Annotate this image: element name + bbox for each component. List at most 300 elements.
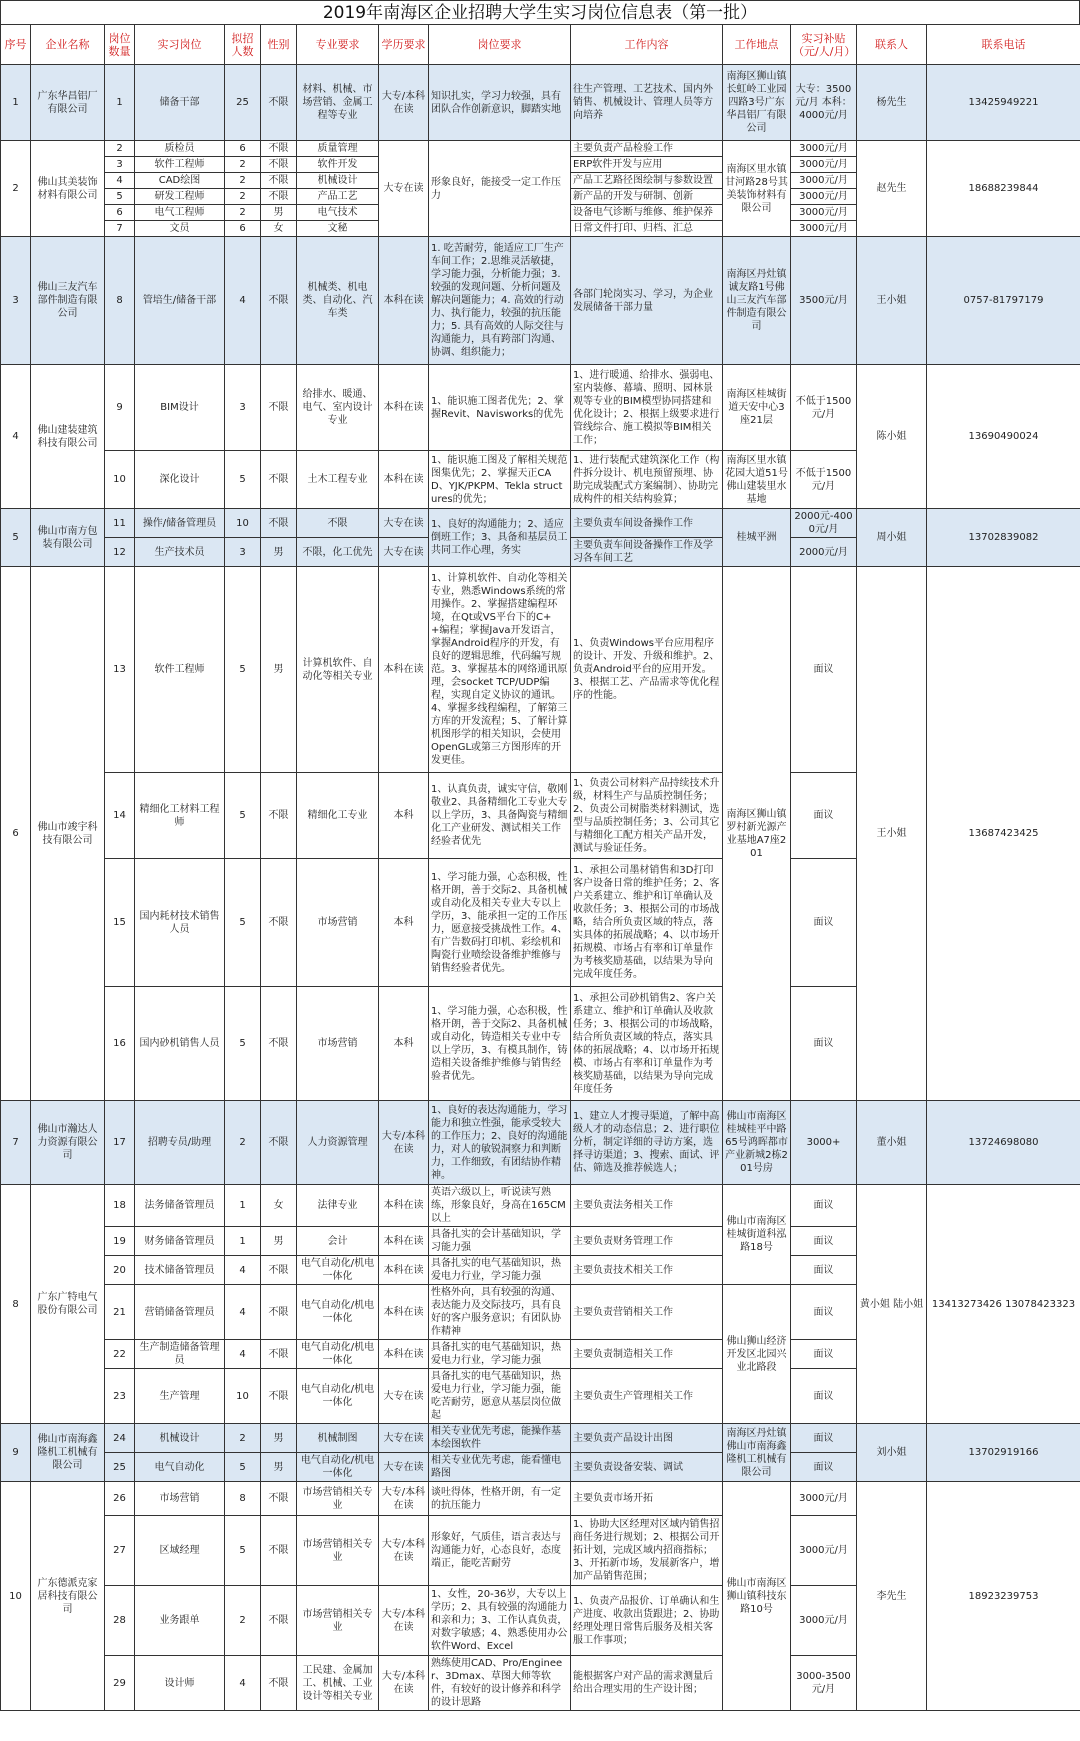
major-req: 材料、机械、市场营销、金属工程等专业 <box>297 65 379 141</box>
header-cell: 性别 <box>261 25 297 65</box>
education-req: 本科在读 <box>379 1256 429 1285</box>
education-req: 大专在读 <box>379 538 429 567</box>
education-req: 大专在读 <box>379 1453 429 1482</box>
gender-req: 不限 <box>261 509 297 538</box>
position-title: BIM设计 <box>135 365 225 451</box>
position-seq: 3 <box>105 157 135 173</box>
position-seq: 28 <box>105 1586 135 1656</box>
position-seq: 21 <box>105 1285 135 1340</box>
position-title: 质检员 <box>135 141 225 157</box>
position-requirements: 1、能识施工图者优先；2、掌握Revit、Navisworks的优先 <box>429 365 571 451</box>
contact-phone: 0757-81797179 <box>927 237 1080 365</box>
internship-subsidy: 3500元/月 <box>791 237 857 365</box>
header-cell: 实习补贴（元/人/月） <box>791 25 857 65</box>
position-title: CAD绘图 <box>135 173 225 189</box>
internship-subsidy: 3000元/月 <box>791 173 857 189</box>
position-requirements: 1、学习能力强，心态积极，性格开朗，善于交际2、具备机械或自动化，铸造相关专业中专以上学历，3、有模具制作，铸造相关设备维护维修与销售经验者优先。 <box>429 987 571 1101</box>
header-cell: 拟招人数 <box>225 25 261 65</box>
company-number: 10 <box>1 1482 31 1711</box>
gender-req: 不限 <box>261 189 297 205</box>
position-title: 研发工程师 <box>135 189 225 205</box>
table-row <box>1 365 1080 451</box>
education-req: 大专/本科在读 <box>379 1482 429 1516</box>
gender-req: 不限 <box>261 157 297 173</box>
position-title: 国内耗材技术销售人员 <box>135 859 225 987</box>
header-cell: 学历要求 <box>379 25 429 65</box>
company-number: 5 <box>1 509 31 567</box>
position-title: 机械设计 <box>135 1424 225 1453</box>
position-seq: 14 <box>105 773 135 859</box>
major-req: 土木工程专业 <box>297 451 379 509</box>
internship-subsidy: 3000元/月 <box>791 141 857 157</box>
position-title: 生产管理 <box>135 1369 225 1424</box>
position-requirements: 相关专业优先考虑，能看懂电路图 <box>429 1453 571 1482</box>
hire-count: 8 <box>225 1482 261 1516</box>
company-name: 广东广特电气股份有限公司 <box>31 1185 105 1424</box>
position-seq: 12 <box>105 538 135 567</box>
contact-phone: 18688239844 <box>927 141 1080 237</box>
company-name: 佛山建装建筑科技有限公司 <box>31 365 105 509</box>
work-content: 设备电气诊断与维修、维护保养 <box>571 205 723 221</box>
contact-person: 刘小姐 <box>857 1424 927 1482</box>
position-seq: 1 <box>105 65 135 141</box>
education-req: 本科在读 <box>379 1227 429 1256</box>
internship-subsidy: 3000+ <box>791 1101 857 1185</box>
major-req: 给排水、暖通、电气、室内设计专业 <box>297 365 379 451</box>
gender-req: 不限 <box>261 1369 297 1424</box>
major-req: 电气自动化/机电一体化 <box>297 1340 379 1369</box>
work-content: 1、协助大区经理对区域内销售招商任务进行规划；2、根据公司开拓计划，完成区域内招商指标；3、开拓新市场，发展新客户，增加产品销售范围； <box>571 1516 723 1586</box>
major-req: 工民建、金属加工、机械、工业设计等相关专业 <box>297 1656 379 1711</box>
position-requirements: 具备扎实的电气基础知识，热爱电力行业，学习能力强，能吃苦耐劳，愿意从基层岗位做起 <box>429 1369 571 1424</box>
position-seq: 11 <box>105 509 135 538</box>
contact-person: 黄小姐 陆小姐 <box>857 1185 927 1424</box>
position-title: 管培生/储备干部 <box>135 237 225 365</box>
work-location: 南海区狮山镇罗村新光源产业基地A7座201 <box>723 567 791 1101</box>
position-seq: 10 <box>105 451 135 509</box>
work-content: 1、承担公司墨材销售和3D打印客户设备日常的维护任务；2、客户关系建立、维护和订单确认及收款任务；3、根据公司的市场战略，结合所负责区域的特点，落实具体的拓展战略；4、以市场开拓规模、市场占有率和订单量作为考核奖励基础，以结果为导向完成年度任务。 <box>571 859 723 987</box>
table-row <box>1 65 1080 141</box>
work-content: 往生产管理、工艺技术、国内外销售、机械设计、管理人员等方向培养 <box>571 65 723 141</box>
table-row <box>1 1424 1080 1453</box>
education-req: 大专/本科在读 <box>379 1656 429 1711</box>
company-number: 2 <box>1 141 31 237</box>
education-req: 本科 <box>379 859 429 987</box>
hire-count: 5 <box>225 987 261 1101</box>
position-seq: 25 <box>105 1453 135 1482</box>
company-number: 8 <box>1 1185 31 1424</box>
gender-req: 不限 <box>261 65 297 141</box>
hire-count: 6 <box>225 221 261 237</box>
company-number: 7 <box>1 1101 31 1185</box>
major-req: 机械设计 <box>297 173 379 189</box>
position-seq: 16 <box>105 987 135 1101</box>
major-req: 产品工艺 <box>297 189 379 205</box>
education-req: 大专在读 <box>379 1424 429 1453</box>
position-seq: 9 <box>105 365 135 451</box>
major-req: 机械制图 <box>297 1424 379 1453</box>
position-requirements: 1、认真负责，诚实守信，敬刚敬业2、具备精细化工专业大专以上学历，3、具备陶瓷与精细化工产业研发、测试相关工作经验者优先 <box>429 773 571 859</box>
work-content: 能根据客户对产品的需求测量后给出合理实用的生产设计图； <box>571 1656 723 1711</box>
contact-person: 王小姐 <box>857 567 927 1101</box>
major-req: 电气技术 <box>297 205 379 221</box>
contact-person: 赵先生 <box>857 141 927 237</box>
education-req: 本科在读 <box>379 451 429 509</box>
hire-count: 2 <box>225 157 261 173</box>
position-seq: 4 <box>105 173 135 189</box>
header-cell: 工作地点 <box>723 25 791 65</box>
major-req: 计算机软件、自动化等相关专业 <box>297 567 379 773</box>
education-req: 大专在读 <box>379 509 429 538</box>
hire-count: 4 <box>225 1256 261 1285</box>
work-content: 1、建立人才搜寻渠道，了解中高级人才的动态信息；2、进行职位分析，制定详细的寻访方案，选择寻访渠道；3、搜索、面试、评估、筛选及推荐候选人； <box>571 1101 723 1185</box>
position-title: 市场营销 <box>135 1482 225 1516</box>
hire-count: 4 <box>225 1656 261 1711</box>
position-seq: 26 <box>105 1482 135 1516</box>
work-content: 主要负责车间设备操作工作 <box>571 509 723 538</box>
major-req: 电气自动化/机电一体化 <box>297 1453 379 1482</box>
work-content: 主要负责产品检验工作 <box>571 141 723 157</box>
internship-subsidy: 面议 <box>791 1340 857 1369</box>
work-location: 南海区狮山镇长虹岭工业园四路3号广东华昌铝厂有限公司 <box>723 65 791 141</box>
internship-subsidy: 2000元-4000元/月 <box>791 509 857 538</box>
contact-phone: 13702839082 <box>927 509 1080 567</box>
position-seq: 13 <box>105 567 135 773</box>
gender-req: 男 <box>261 1227 297 1256</box>
work-content: 1、负责公司材料产品持续技术升级，材料生产与品质控制任务；2、负责公司树脂类材料测试，选型与品质控制任务；3、公司其它与精细化工配方相关产品开发，测试与验证任务。 <box>571 773 723 859</box>
position-seq: 22 <box>105 1340 135 1369</box>
table-row <box>1 567 1080 773</box>
work-location: 佛山狮山经济开发区北园兴业北路段 <box>723 1285 791 1424</box>
work-location: 佛山市南海区桂城街道科泓路18号 <box>723 1185 791 1285</box>
header-cell: 联系电话 <box>927 25 1080 65</box>
header-cell: 序号 <box>1 25 31 65</box>
work-content: 日常文件打印、归档、汇总 <box>571 221 723 237</box>
hire-count: 5 <box>225 451 261 509</box>
work-content: 主要负责车间设备操作工作及学习各车间工艺 <box>571 538 723 567</box>
position-seq: 18 <box>105 1185 135 1227</box>
major-req: 人力资源管理 <box>297 1101 379 1185</box>
header-cell: 实习岗位 <box>135 25 225 65</box>
contact-person: 李先生 <box>857 1482 927 1711</box>
internship-subsidy: 3000元/月 <box>791 1516 857 1586</box>
work-content: 主要负责法务相关工作 <box>571 1185 723 1227</box>
major-req: 精细化工专业 <box>297 773 379 859</box>
gender-req: 不限 <box>261 1285 297 1340</box>
work-content: 主要负责制造相关工作 <box>571 1340 723 1369</box>
work-content: 1、进行暖通、给排水、强弱电、室内装修、幕墙、照明、园林景观等专业的BIM模型协同搭建和优化设计；2、根据上级要求进行管线综合、施工模拟等BIM相关工作； <box>571 365 723 451</box>
company-name: 广东德派克家居科技有限公司 <box>31 1482 105 1711</box>
internship-subsidy: 2000元/月 <box>791 538 857 567</box>
company-number: 1 <box>1 65 31 141</box>
position-requirements: 1、良好的沟通能力；2、适应倒班工作；3、具备和基层员工共同工作心理，务实 <box>429 509 571 567</box>
company-number: 3 <box>1 237 31 365</box>
contact-person: 陈小姐 <box>857 365 927 509</box>
position-title: 技术储备管理员 <box>135 1256 225 1285</box>
education-req: 大专/本科在读 <box>379 65 429 141</box>
position-requirements: 英语六级以上，听说读写熟练，形象良好，身高在165CM以上 <box>429 1185 571 1227</box>
major-req: 电气自动化/机电一体化 <box>297 1369 379 1424</box>
position-requirements: 知识扎实，学习力较强，具有团队合作创新意识，脚踏实地 <box>429 65 571 141</box>
contact-phone: 13690490024 <box>927 365 1080 509</box>
header-cell: 专业要求 <box>297 25 379 65</box>
education-req: 大专/本科在读 <box>379 1586 429 1656</box>
position-requirements: 1. 吃苦耐劳，能适应工厂生产车间工作；2.思维灵活敏捷，学习能力强，分析能力强；3. 较强的发现问题、分析问题及解决问题能力；4. 高效的行动力、执行能力，较强的抗压能力；5. 具有高效的人际交往与沟通能力，具有跨部门沟通、协调、组织能力； <box>429 237 571 365</box>
hire-count: 6 <box>225 141 261 157</box>
hire-count: 4 <box>225 237 261 365</box>
contact-phone: 13425949221 <box>927 65 1080 141</box>
work-content: 1、承担公司砂机销售2、客户关系建立、维护和订单确认及收款任务；3、根据公司的市场战略，结合所负责区域的特点，落实具体的拓展战略；4、以市场开拓规模、市场占有率和订单量作为考核奖励基础，以结果为导向完成年度任务 <box>571 987 723 1101</box>
position-requirements: 形象好，气质佳，语言表达与沟通能力好，心态良好，态度端正，能吃苦耐劳 <box>429 1516 571 1586</box>
header-cell: 联系人 <box>857 25 927 65</box>
gender-req: 男 <box>261 205 297 221</box>
internship-subsidy: 面议 <box>791 1227 857 1256</box>
hire-count: 3 <box>225 365 261 451</box>
gender-req: 女 <box>261 1185 297 1227</box>
hire-count: 10 <box>225 1369 261 1424</box>
position-seq: 5 <box>105 189 135 205</box>
company-name: 佛山市南方包装有限公司 <box>31 509 105 567</box>
company-name: 佛山三友汽车部件制造有限公司 <box>31 237 105 365</box>
internship-subsidy: 面议 <box>791 859 857 987</box>
internship-subsidy: 面议 <box>791 1453 857 1482</box>
gender-req: 不限 <box>261 451 297 509</box>
job-table <box>0 24 1080 1711</box>
position-seq: 19 <box>105 1227 135 1256</box>
work-content: 1、负责产品报价、订单确认和生产进度、收款出货跟进；2、协助经理处理日常售后服务及相关客服工作事项； <box>571 1586 723 1656</box>
gender-req: 不限 <box>261 987 297 1101</box>
position-title: 文员 <box>135 221 225 237</box>
major-req: 法律专业 <box>297 1185 379 1227</box>
table-row <box>1 1185 1080 1227</box>
internship-subsidy: 大专：3500元/月 本科：4000元/月 <box>791 65 857 141</box>
position-title: 电气工程师 <box>135 205 225 221</box>
position-requirements: 熟练使用CAD、Pro/Engineer、3Dmax、草图大师等软件，有较好的设计修养和科学的设计思路 <box>429 1656 571 1711</box>
position-title: 国内砂机销售人员 <box>135 987 225 1101</box>
work-content: 主要负责生产管理相关工作 <box>571 1369 723 1424</box>
position-requirements: 1、能识施工图及了解相关规范图集优先；2、掌握天正CAD、YJK/PKPM、Tekla structures的优先； <box>429 451 571 509</box>
internship-subsidy: 3000元/月 <box>791 1586 857 1656</box>
position-requirements: 1、学习能力强，心态积极，性格开朗，善于交际2、具备机械或自动化及相关专业大专以上学历，3、能承担一定的工作压力，愿意接受挑战性工作。4、有广告数码打印机、彩绘机和陶瓷行业喷绘设备维护维修与销售经验者优先。 <box>429 859 571 987</box>
position-title: 软件工程师 <box>135 157 225 173</box>
major-req: 电气自动化/机电一体化 <box>297 1285 379 1340</box>
position-title: 储备干部 <box>135 65 225 141</box>
position-title: 业务跟单 <box>135 1586 225 1656</box>
position-title: 生产制造储备管理员 <box>135 1340 225 1369</box>
hire-count: 2 <box>225 173 261 189</box>
position-title: 操作/储备管理员 <box>135 509 225 538</box>
education-req: 本科在读 <box>379 1340 429 1369</box>
major-req: 文秘 <box>297 221 379 237</box>
hire-count: 5 <box>225 1453 261 1482</box>
work-content: 新产品的开发与研制、创新 <box>571 189 723 205</box>
internship-subsidy: 面议 <box>791 987 857 1101</box>
header-row <box>1 25 1080 65</box>
table-row <box>1 509 1080 538</box>
gender-req: 不限 <box>261 237 297 365</box>
hire-count: 4 <box>225 1340 261 1369</box>
position-seq: 20 <box>105 1256 135 1285</box>
gender-req: 不限 <box>261 1482 297 1516</box>
position-requirements: 谈吐得体，性格开朗，有一定的抗压能力 <box>429 1482 571 1516</box>
education-req: 大专在读 <box>379 141 429 237</box>
header-cell: 工作内容 <box>571 25 723 65</box>
internship-subsidy: 3000-3500元/月 <box>791 1656 857 1711</box>
company-name: 佛山其美装饰材料有限公司 <box>31 141 105 237</box>
work-location: 南海区丹灶镇佛山市南海鑫隆机工机械有限公司 <box>723 1424 791 1482</box>
gender-req: 不限 <box>261 1101 297 1185</box>
education-req: 大专/本科在读 <box>379 1516 429 1586</box>
position-seq: 7 <box>105 221 135 237</box>
work-location: 桂城平洲 <box>723 509 791 567</box>
education-req: 本科在读 <box>379 1285 429 1340</box>
education-req: 大专/本科在读 <box>379 1101 429 1185</box>
internship-subsidy: 3000元/月 <box>791 157 857 173</box>
hire-count: 5 <box>225 859 261 987</box>
hire-count: 2 <box>225 1101 261 1185</box>
hire-count: 1 <box>225 1227 261 1256</box>
work-location: 南海区桂城街道天安中心3座21层 <box>723 365 791 451</box>
major-req: 机械类、机电类、自动化、汽车类 <box>297 237 379 365</box>
position-seq: 27 <box>105 1516 135 1586</box>
table-row <box>1 237 1080 365</box>
gender-req: 不限 <box>261 859 297 987</box>
position-title: 招聘专员/助理 <box>135 1101 225 1185</box>
hire-count: 5 <box>225 773 261 859</box>
position-title: 营销储备管理员 <box>135 1285 225 1340</box>
position-title: 财务储备管理员 <box>135 1227 225 1256</box>
major-req: 电气自动化/机电一体化 <box>297 1256 379 1285</box>
hire-count: 5 <box>225 1516 261 1586</box>
work-content: 1、进行装配式建筑深化工作（构件拆分设计、机电预留预埋、协助完成装配式方案编制）、协助完成构件的相关结构验算； <box>571 451 723 509</box>
education-req: 本科在读 <box>379 365 429 451</box>
hire-count: 3 <box>225 538 261 567</box>
major-req: 市场营销 <box>297 859 379 987</box>
company-name: 佛山市南海鑫隆机工机械有限公司 <box>31 1424 105 1482</box>
position-seq: 23 <box>105 1369 135 1424</box>
major-req: 市场营销相关专业 <box>297 1516 379 1586</box>
position-title: 设计师 <box>135 1656 225 1711</box>
education-req: 本科 <box>379 987 429 1101</box>
education-req: 本科在读 <box>379 1185 429 1227</box>
gender-req: 不限 <box>261 773 297 859</box>
internship-subsidy: 面议 <box>791 1256 857 1285</box>
internship-subsidy: 3000元/月 <box>791 221 857 237</box>
internship-subsidy: 不低于1500元/月 <box>791 451 857 509</box>
position-title: 生产技术员 <box>135 538 225 567</box>
hire-count: 5 <box>225 567 261 773</box>
contact-phone: 13413273426 13078423323 <box>927 1185 1080 1424</box>
gender-req: 不限 <box>261 1656 297 1711</box>
position-requirements: 具备扎实的会计基础知识，学习能力强 <box>429 1227 571 1256</box>
major-req: 不限 <box>297 509 379 538</box>
company-name: 佛山市瀚达人力资源有限公司 <box>31 1101 105 1185</box>
internship-subsidy: 3000元/月 <box>791 189 857 205</box>
gender-req: 女 <box>261 221 297 237</box>
internship-subsidy: 面议 <box>791 1285 857 1340</box>
contact-phone: 13702919166 <box>927 1424 1080 1482</box>
contact-person: 董小姐 <box>857 1101 927 1185</box>
gender-req: 男 <box>261 1424 297 1453</box>
work-location: 南海区里水镇甘河路28号其美装饰材料有限公司 <box>723 141 791 237</box>
work-content: 各部门轮岗实习、学习，为企业发展储备干部力量 <box>571 237 723 365</box>
education-req: 本科在读 <box>379 567 429 773</box>
work-content: 主要负责市场开拓 <box>571 1482 723 1516</box>
major-req: 不限，化工优先 <box>297 538 379 567</box>
gender-req: 不限 <box>261 1586 297 1656</box>
position-title: 精细化工材料工程师 <box>135 773 225 859</box>
work-location: 佛山市南海区狮山镇科技东路10号 <box>723 1482 791 1711</box>
internship-subsidy: 不低于1500元/月 <box>791 365 857 451</box>
contact-person: 周小姐 <box>857 509 927 567</box>
hire-count: 2 <box>225 205 261 221</box>
header-cell: 企业名称 <box>31 25 105 65</box>
work-content: 主要负责设备安装、调试 <box>571 1453 723 1482</box>
gender-req: 不限 <box>261 1256 297 1285</box>
position-requirements: 具备扎实的电气基础知识，热爱电力行业，学习能力强 <box>429 1340 571 1369</box>
company-number: 6 <box>1 567 31 1101</box>
hire-count: 10 <box>225 509 261 538</box>
position-requirements: 具备扎实的电气基础知识，热爱电力行业，学习能力强 <box>429 1256 571 1285</box>
position-title: 电气自动化 <box>135 1453 225 1482</box>
work-location: 南海区里水镇花园大道51号佛山建装里水基地 <box>723 451 791 509</box>
internship-subsidy: 面议 <box>791 1424 857 1453</box>
internship-subsidy: 面议 <box>791 1369 857 1424</box>
major-req: 市场营销相关专业 <box>297 1586 379 1656</box>
company-number: 4 <box>1 365 31 509</box>
company-name: 佛山市竣宇科技有限公司 <box>31 567 105 1101</box>
work-content: 主要负责产品设计出图 <box>571 1424 723 1453</box>
internship-subsidy: 面议 <box>791 773 857 859</box>
table-row <box>1 141 1080 157</box>
position-title: 区域经理 <box>135 1516 225 1586</box>
internship-subsidy: 面议 <box>791 1185 857 1227</box>
major-req: 会计 <box>297 1227 379 1256</box>
company-name: 广东华昌铝厂有限公司 <box>31 65 105 141</box>
position-seq: 8 <box>105 237 135 365</box>
gender-req: 男 <box>261 567 297 773</box>
position-requirements: 1、计算机软件、自动化等相关专业，熟悉Windows系统的常用操作。2、掌握搭建编程环境，在Qt或VS平台下的C++编程；掌握Java开发语言，掌握Android程序的开发，有良好的逻辑思维，代码编写规范。3、掌握基本的网络通讯原理，会socket TCP/UDP编程，实现自定义协议的通讯。4、掌握多线程编程，了解第三方库的开发流程；5、了解计算机图形学的相关知识，会使用OpenGL或第三方图形库的开发更佳。 <box>429 567 571 773</box>
gender-req: 不限 <box>261 141 297 157</box>
hire-count: 1 <box>225 1185 261 1227</box>
contact-phone: 13724698080 <box>927 1101 1080 1185</box>
hire-count: 2 <box>225 1586 261 1656</box>
gender-req: 不限 <box>261 1340 297 1369</box>
position-seq: 15 <box>105 859 135 987</box>
hire-count: 2 <box>225 1424 261 1453</box>
work-content: 1、负责Windows平台应用程序的设计、开发、升级和维护。2、负责Android平台的应用开发。3、根据工艺、产品需求等优化程序的性能。 <box>571 567 723 773</box>
position-seq: 24 <box>105 1424 135 1453</box>
position-title: 深化设计 <box>135 451 225 509</box>
page-title: 2019年南海区企业招聘大学生实习岗位信息表（第一批） <box>0 0 1080 24</box>
table-row <box>1 1101 1080 1185</box>
contact-person: 杨先生 <box>857 65 927 141</box>
position-seq: 6 <box>105 205 135 221</box>
header-cell: 岗位要求 <box>429 25 571 65</box>
major-req: 软件开发 <box>297 157 379 173</box>
work-content: 产品工艺路径图绘制与参数设置 <box>571 173 723 189</box>
hire-count: 25 <box>225 65 261 141</box>
education-req: 大专在读 <box>379 1369 429 1424</box>
major-req: 市场营销 <box>297 987 379 1101</box>
position-title: 法务储备管理员 <box>135 1185 225 1227</box>
position-requirements: 1、女性，20-36岁，大专以上学历；2、具有较强的沟通能力和亲和力；3、工作认真负责，对数字敏感；4、熟悉使用办公软件Word、Excel <box>429 1586 571 1656</box>
internship-subsidy: 3000元/月 <box>791 205 857 221</box>
hire-count: 2 <box>225 189 261 205</box>
gender-req: 不限 <box>261 173 297 189</box>
education-req: 本科 <box>379 773 429 859</box>
gender-req: 男 <box>261 1453 297 1482</box>
